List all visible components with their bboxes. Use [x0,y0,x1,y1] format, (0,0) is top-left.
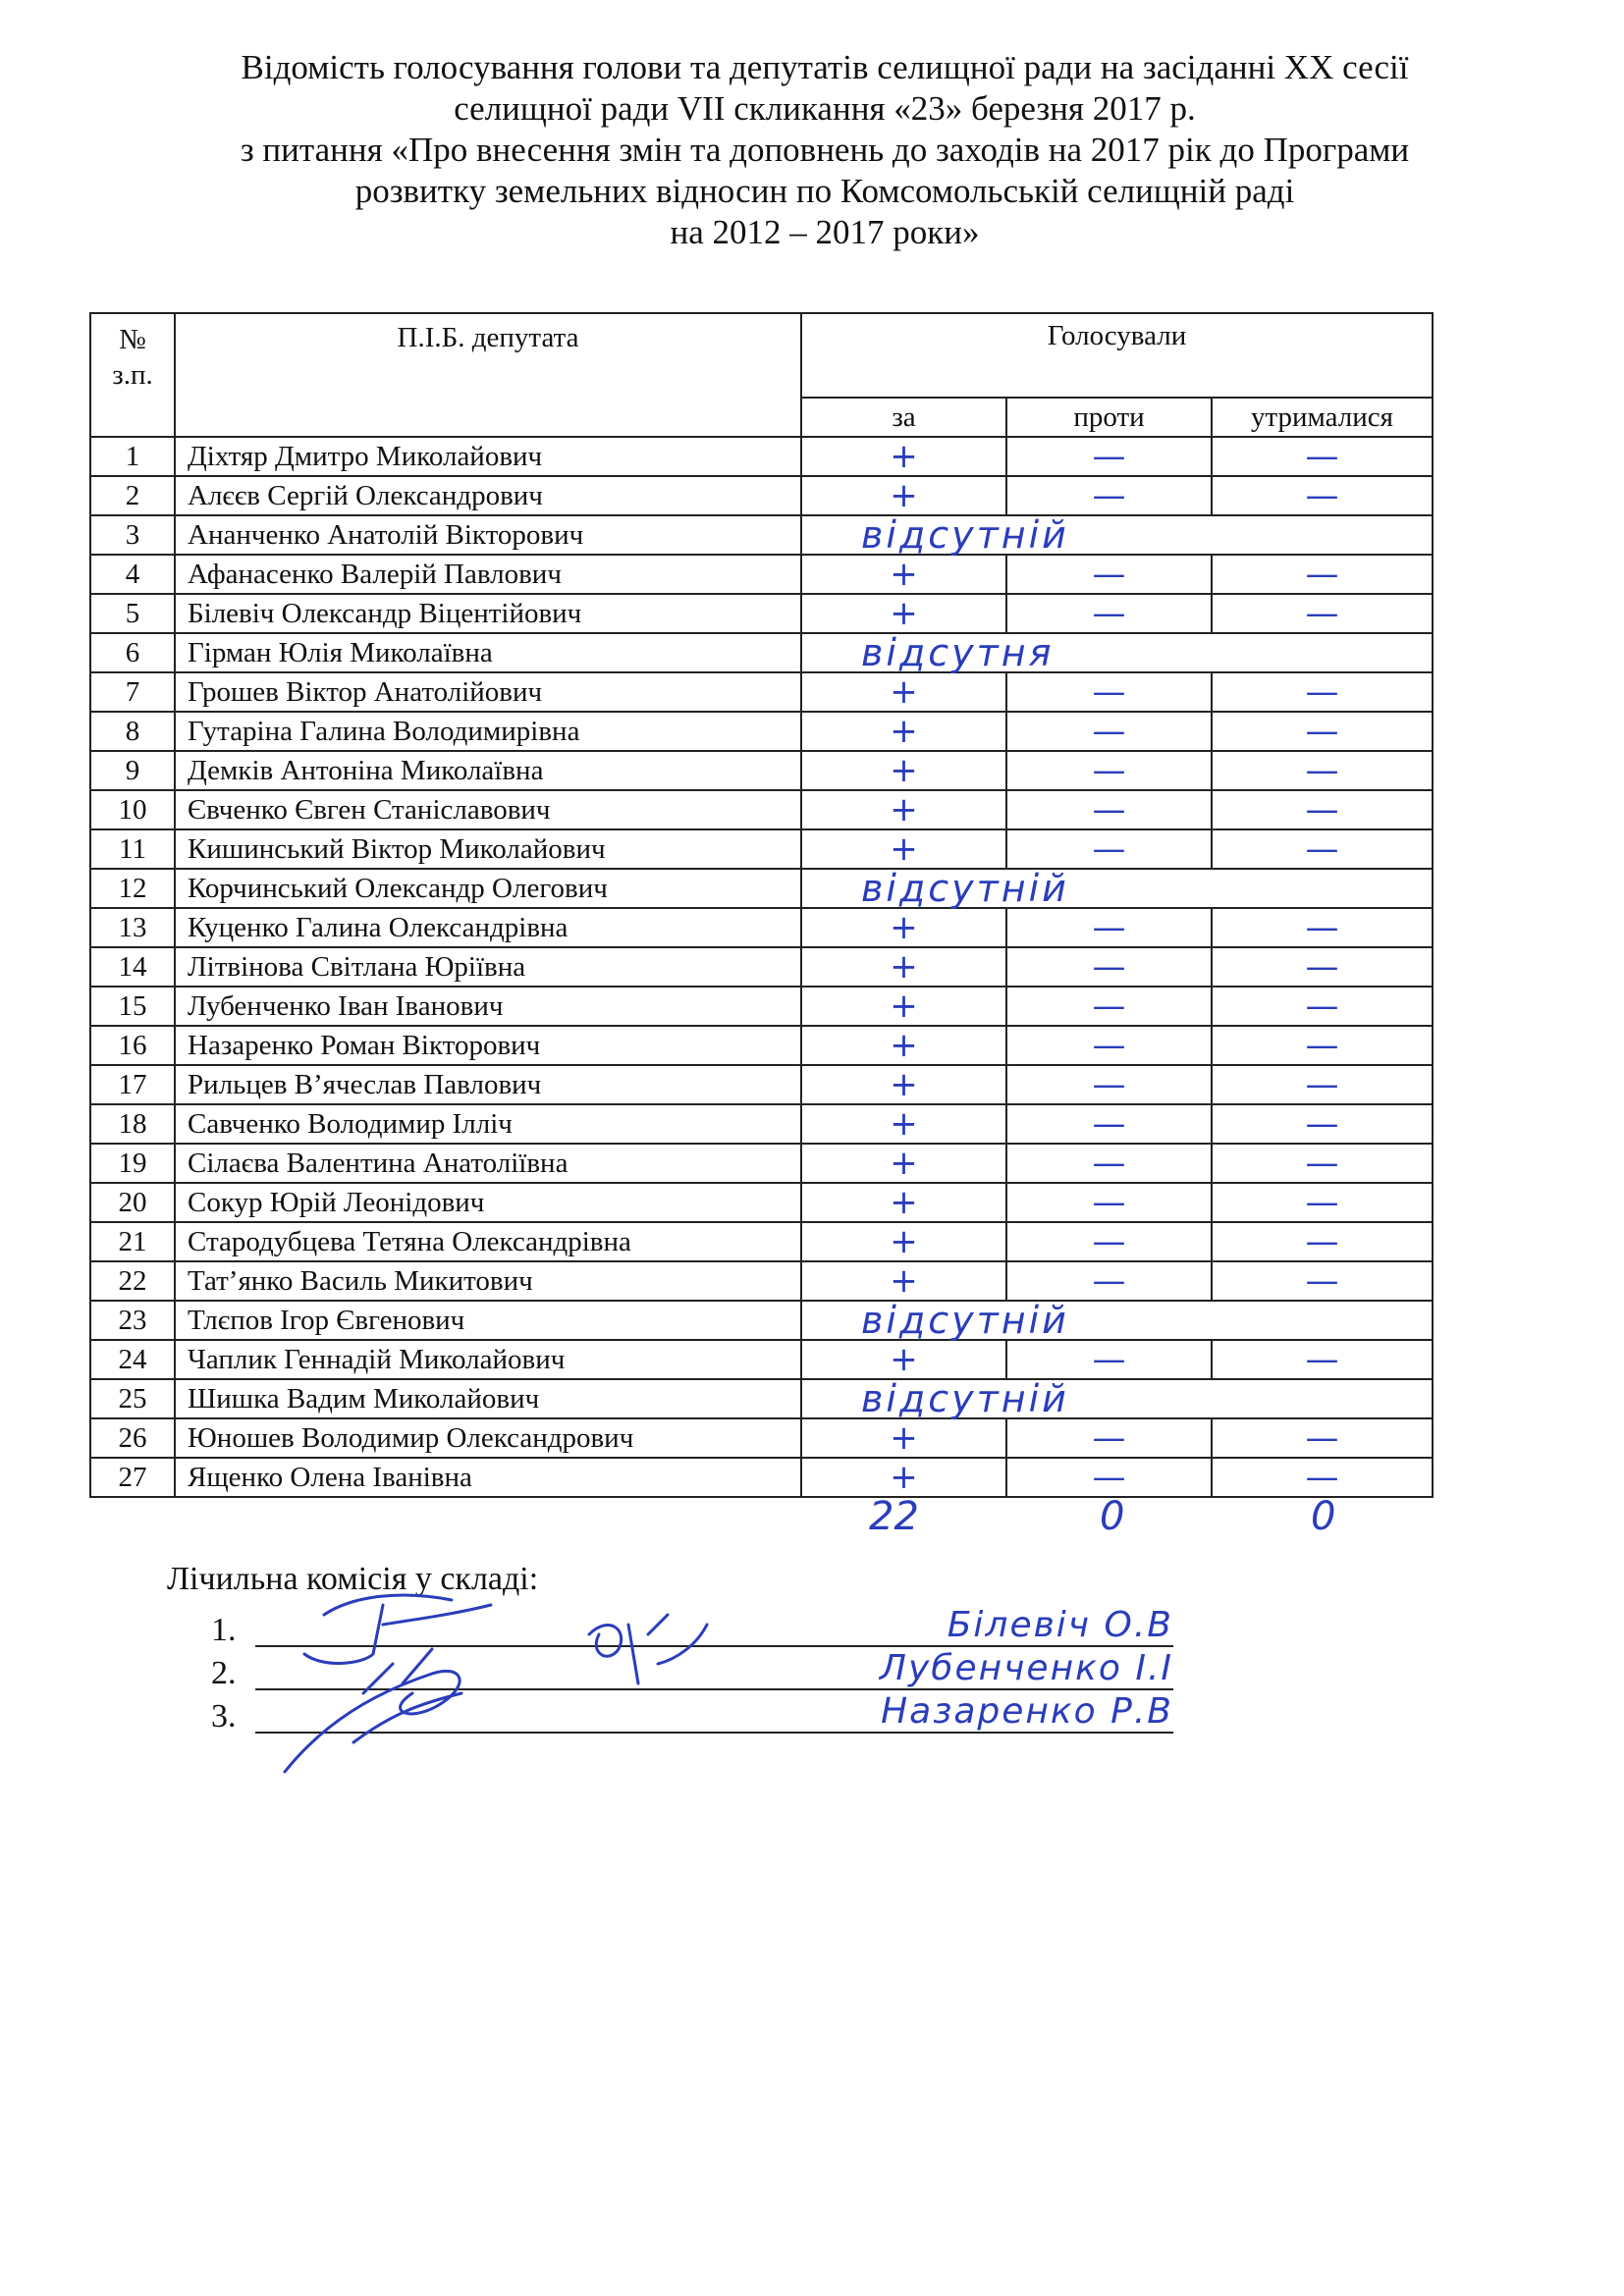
vote-for-mark: + [801,437,1006,476]
vote-against-mark: — [1006,1222,1212,1261]
signature-2-scribble [589,1615,707,1683]
signature-number: 1. [211,1612,237,1648]
vote-against-mark: — [1006,908,1212,947]
row-number: 22 [90,1261,175,1301]
vote-against-mark: — [1006,1065,1212,1104]
row-number: 13 [90,908,175,947]
row-number: 18 [90,1104,175,1144]
row-number: 3 [90,515,175,555]
header-abstain: утрималися [1212,398,1433,437]
deputy-name: Білевіч Олександр Віцентійович [175,594,801,633]
deputy-name: Кишинський Віктор Миколайович [175,829,801,869]
vote-against-mark: — [1006,1261,1212,1301]
table-row [90,947,1433,987]
row-number: 7 [90,672,175,712]
deputy-name: Назаренко Роман Вікторович [175,1026,801,1065]
row-number: 11 [90,829,175,869]
table-row [90,1222,1433,1261]
table-row [90,672,1433,712]
row-number: 15 [90,987,175,1026]
title-line-2: селищної ради VII скликання «23» березня 2017 р. [454,89,1196,128]
header-name: П.І.Б. депутата [175,313,801,437]
deputy-name: Гутаріна Галина Володимирівна [175,712,801,751]
table-row [90,1183,1433,1222]
table-row [90,515,1433,555]
title-line-1: Відомість голосування голови та депутатів селищної ради на засіданні XX сесії [241,48,1409,86]
signature-name: Білевіч О.В [947,1605,1173,1645]
vote-for-mark: + [801,947,1006,987]
row-number: 21 [90,1222,175,1261]
table-row [90,1379,1433,1418]
vote-against-mark: — [1006,1458,1212,1497]
vote-abstain-mark: — [1212,1104,1433,1144]
deputy-name: Сокур Юрій Леонідович [175,1183,801,1222]
deputy-name: Сілаєва Валентина Анатоліївна [175,1144,801,1183]
vote-totals [0,1494,1624,1543]
vote-abstain-mark: — [1212,1340,1433,1379]
table-row [90,869,1433,908]
vote-abstain-mark: — [1212,908,1433,947]
deputy-name: Корчинський Олександр Олегович [175,869,801,908]
table-row [90,751,1433,790]
vote-abstain-mark: — [1212,594,1433,633]
table-row [90,555,1433,594]
deputy-name: Ананченко Анатолій Вікторович [175,515,801,555]
vote-abstain-mark: — [1212,790,1433,829]
vote-against-mark: — [1006,1340,1212,1379]
vote-against-mark: — [1006,829,1212,869]
vote-for-mark: + [801,1222,1006,1261]
deputy-name: Куценко Галина Олександрівна [175,908,801,947]
vote-against-mark: — [1006,1144,1212,1183]
deputy-name: Стародубцева Тетяна Олександрівна [175,1222,801,1261]
vote-abstain-mark: — [1212,1026,1433,1065]
deputy-name: Євченко Євген Станіславович [175,790,801,829]
row-number: 20 [90,1183,175,1222]
header-number: № з.п. [90,313,175,437]
header-voted: Голосували [801,313,1433,398]
table-row [90,1340,1433,1379]
row-number: 24 [90,1340,175,1379]
row-number: 17 [90,1065,175,1104]
vote-abstain-mark: — [1212,987,1433,1026]
deputy-name: Ященко Олена Іванівна [175,1458,801,1497]
total-for: 22 [869,1494,919,1539]
vote-against-mark: — [1006,594,1212,633]
table-row [90,476,1433,515]
deputy-name: Тат’янко Василь Микитович [175,1261,801,1301]
deputy-name: Савченко Володимир Ілліч [175,1104,801,1144]
table-row [90,594,1433,633]
table-row [90,1458,1433,1497]
row-number: 6 [90,633,175,672]
signature-number: 3. [211,1698,237,1735]
table-row [90,1144,1433,1183]
table-row [90,633,1433,672]
vote-for-mark: + [801,555,1006,594]
vote-for-mark: + [801,476,1006,515]
table-row [90,1261,1433,1301]
vote-abstain-mark: — [1212,672,1433,712]
vote-for-mark: + [801,829,1006,869]
voting-table-body [90,437,1433,1497]
vote-against-mark: — [1006,476,1212,515]
vote-for-mark: + [801,712,1006,751]
absent-mark: відсутній [801,515,1433,555]
vote-against-mark: — [1006,790,1212,829]
deputy-name: Алєєв Сергій Олександрович [175,476,801,515]
vote-abstain-mark: — [1212,1065,1433,1104]
vote-against-mark: — [1006,1183,1212,1222]
vote-for-mark: + [801,1458,1006,1497]
document-title [118,47,1532,253]
table-row [90,829,1433,869]
row-number: 12 [90,869,175,908]
table-row [90,1065,1433,1104]
voting-table [89,312,1434,1498]
vote-abstain-mark: — [1212,437,1433,476]
vote-for-mark: + [801,1340,1006,1379]
vote-for-mark: + [801,1065,1006,1104]
row-number: 23 [90,1301,175,1340]
row-number: 16 [90,1026,175,1065]
deputy-name: Діхтяр Дмитро Миколайович [175,437,801,476]
vote-against-mark: — [1006,712,1212,751]
deputy-name: Чаплик Геннадій Миколайович [175,1340,801,1379]
vote-for-mark: + [801,987,1006,1026]
handwritten-signatures [265,1575,776,1811]
row-number: 1 [90,437,175,476]
total-abstain: 0 [1311,1494,1336,1539]
vote-abstain-mark: — [1212,751,1433,790]
vote-for-mark: + [801,1261,1006,1301]
row-number: 14 [90,947,175,987]
deputy-name: Грошев Віктор Анатолійович [175,672,801,712]
vote-abstain-mark: — [1212,1222,1433,1261]
row-number: 5 [90,594,175,633]
table-row [90,987,1433,1026]
row-number: 2 [90,476,175,515]
row-number: 27 [90,1458,175,1497]
vote-for-mark: + [801,594,1006,633]
table-row [90,908,1433,947]
vote-for-mark: + [801,1183,1006,1222]
row-number: 9 [90,751,175,790]
table-row [90,437,1433,476]
deputy-name: Гірман Юлія Миколаївна [175,633,801,672]
row-number: 19 [90,1144,175,1183]
vote-abstain-mark: — [1212,555,1433,594]
row-number: 26 [90,1418,175,1458]
signature-1-scribble [304,1595,491,1663]
table-row [90,1418,1433,1458]
vote-against-mark: — [1006,1104,1212,1144]
absent-mark: відсутній [801,869,1433,908]
vote-abstain-mark: — [1212,1458,1433,1497]
vote-against-mark: — [1006,672,1212,712]
row-number: 4 [90,555,175,594]
title-line-4: розвитку земельних відносин по Комсомольській селищній раді [354,172,1295,210]
header-for: за [801,398,1006,437]
vote-against-mark: — [1006,437,1212,476]
vote-for-mark: + [801,1144,1006,1183]
absent-mark: відсутній [801,1301,1433,1340]
title-line-5: на 2012 – 2017 роки» [670,213,980,251]
vote-for-mark: + [801,1104,1006,1144]
vote-against-mark: — [1006,1026,1212,1065]
vote-abstain-mark: — [1212,1183,1433,1222]
row-number: 25 [90,1379,175,1418]
signature-name: Лубенченко І.І [879,1648,1173,1688]
vote-for-mark: + [801,672,1006,712]
vote-abstain-mark: — [1212,1261,1433,1301]
vote-abstain-mark: — [1212,947,1433,987]
row-number: 10 [90,790,175,829]
row-number: 8 [90,712,175,751]
vote-against-mark: — [1006,555,1212,594]
signature-name: Назаренко Р.В [881,1691,1173,1732]
vote-abstain-mark: — [1212,1418,1433,1458]
table-row [90,1104,1433,1144]
vote-for-mark: + [801,1418,1006,1458]
absent-mark: відсутня [801,633,1433,672]
table-row [90,1301,1433,1340]
vote-abstain-mark: — [1212,712,1433,751]
deputy-name: Лубенченко Іван Іванович [175,987,801,1026]
deputy-name: Демків Антоніна Миколаївна [175,751,801,790]
deputy-name: Літвінова Світлана Юріївна [175,947,801,987]
vote-for-mark: + [801,790,1006,829]
deputy-name: Афанасенко Валерій Павлович [175,555,801,594]
commission-title: Лічильна комісія у складі: [167,1561,539,1597]
deputy-name: Шишка Вадим Миколайович [175,1379,801,1418]
header-against: проти [1006,398,1212,437]
table-row [90,790,1433,829]
absent-mark: відсутній [801,1379,1433,1418]
deputy-name: Юношев Володимир Олександрович [175,1418,801,1458]
vote-abstain-mark: — [1212,829,1433,869]
vote-for-mark: + [801,908,1006,947]
vote-for-mark: + [801,1026,1006,1065]
signature-3-scribble [285,1649,461,1772]
signature-number: 2. [211,1655,237,1691]
table-row [90,1026,1433,1065]
vote-abstain-mark: — [1212,476,1433,515]
vote-abstain-mark: — [1212,1144,1433,1183]
deputy-name: Тлєпов Ігор Євгенович [175,1301,801,1340]
total-against: 0 [1100,1494,1125,1539]
vote-against-mark: — [1006,947,1212,987]
vote-against-mark: — [1006,987,1212,1026]
title-line-3: з питання «Про внесення змін та доповнень до заходів на 2017 рік до Програми [240,131,1410,169]
vote-against-mark: — [1006,751,1212,790]
table-row [90,712,1433,751]
vote-against-mark: — [1006,1418,1212,1458]
deputy-name: Рильцев В’ячеслав Павлович [175,1065,801,1104]
vote-for-mark: + [801,751,1006,790]
